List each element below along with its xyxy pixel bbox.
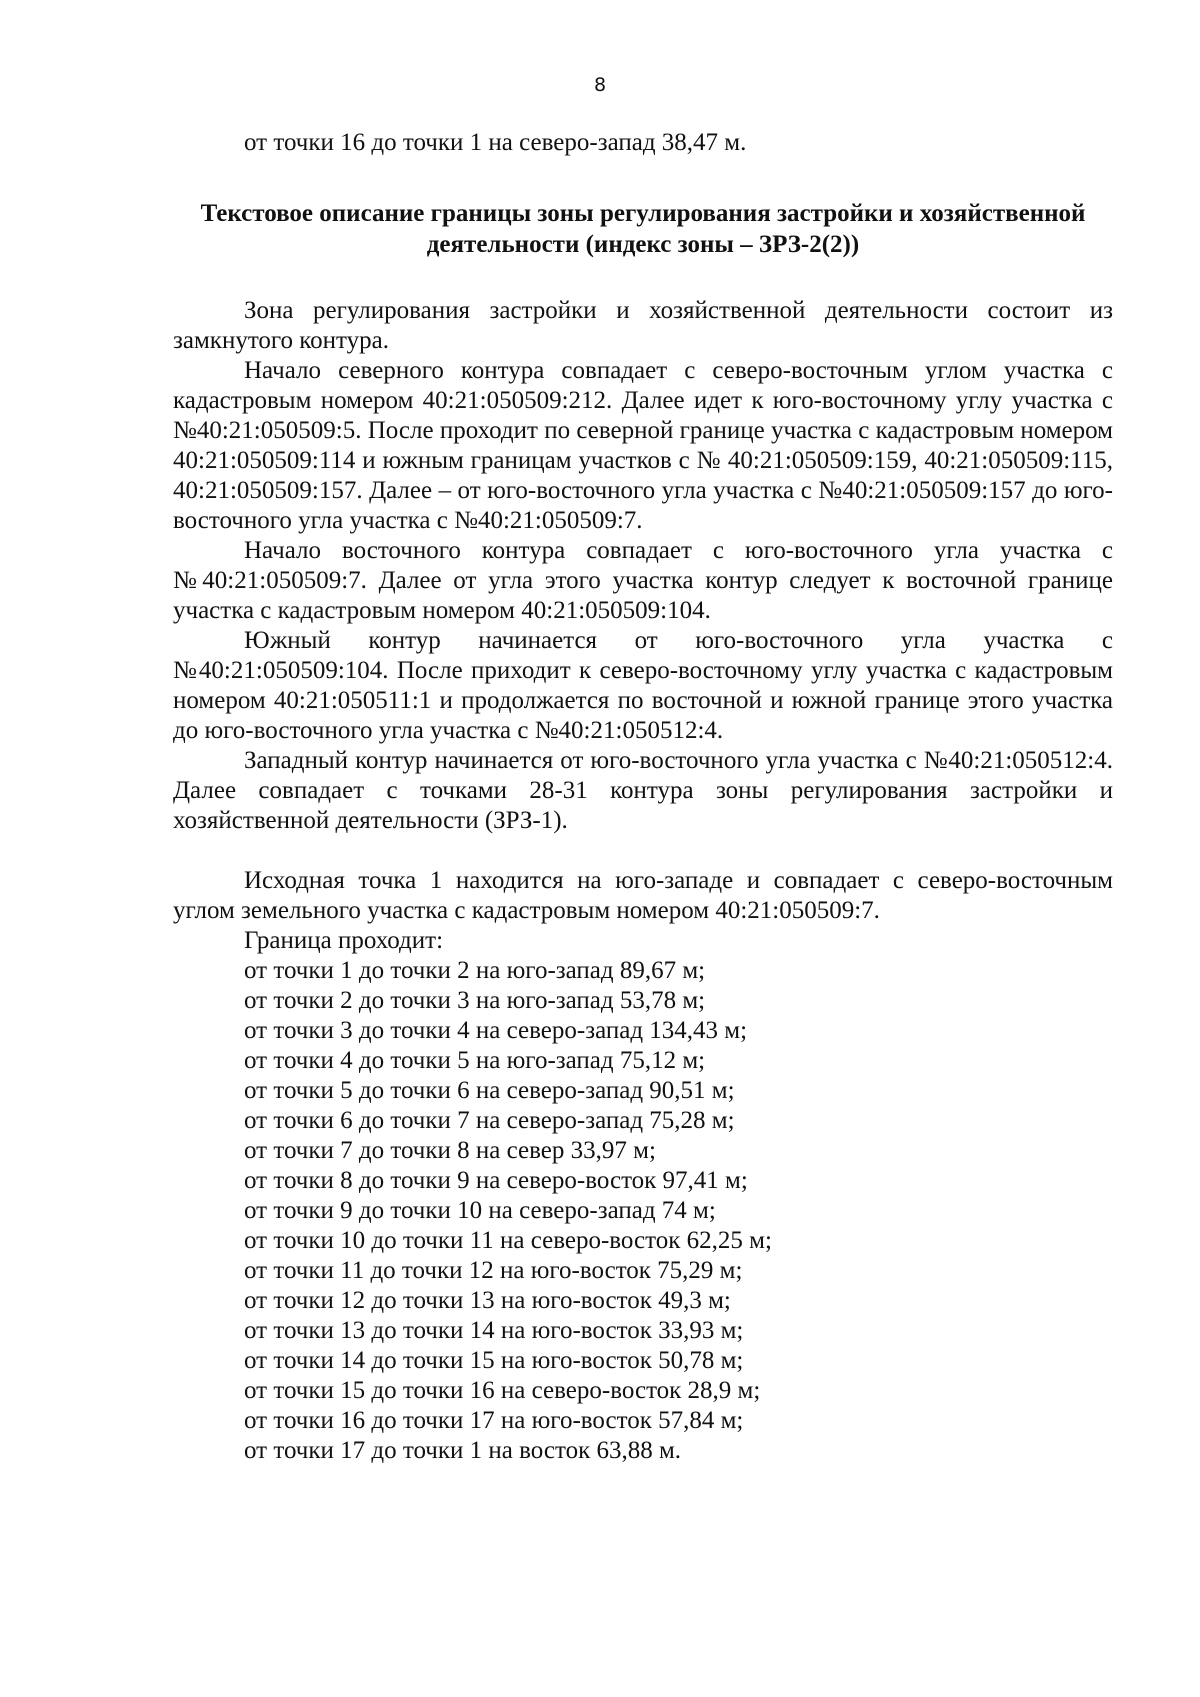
boundary-segment: от точки 16 до точки 17 на юго-восток 57,84 м; <box>244 1407 744 1434</box>
page-number: 8 <box>593 74 607 96</box>
paragraph-origin-point: Исходная точка 1 находится на юго-западе и совпадает с северо-восточным углом земельного участка с кадастровым номером 40:21:050509:7. <box>173 867 1113 924</box>
paragraph-east-contour: Начало восточного контура совпадает с юго-восточного угла участка с №40:21:050509:7. Далее от угла этого участка контур следует к восточной границе участка с кадастровым номером 40:21:050509:104. <box>173 537 1113 624</box>
paragraph-zone-intro: Зона регулирования застройки и хозяйственной деятельности состоит из замкнутого контура. <box>173 297 1113 354</box>
boundary-segment: от точки 4 до точки 5 на юго-запад 75,12 м; <box>244 1047 706 1074</box>
boundary-segment: от точки 10 до точки 11 на северо-восток 62,25 м; <box>244 1227 772 1254</box>
contour-description <box>173 296 1113 1466</box>
boundary-segment: от точки 5 до точки 6 на северо-запад 90,51 м; <box>244 1077 735 1104</box>
boundary-segment: от точки 13 до точки 14 на юго-восток 33,93 м; <box>244 1317 744 1344</box>
section-title-line-1: Текстовое описание границы зоны регулирования застройки и хозяйственной <box>200 200 1086 227</box>
boundary-segment: от точки 2 до точки 3 на юго-запад 53,78 м; <box>244 987 706 1014</box>
boundary-segment: от точки 9 до точки 10 на северо-запад 74 м; <box>244 1197 716 1224</box>
boundary-segment: от точки 8 до точки 9 на северо-восток 97,41 м; <box>244 1167 748 1194</box>
paragraph-north-contour: Начало северного контура совпадает с северо-восточным углом участка с кадастровым номером 40:21:050509:212. Далее идет к юго-восточному углу участка с №40:21:050509:5. После проходит по северной границе участка с кадастровым номером 40:21:050509:114 и южным границам участков с № 40:21:050509:159, 40:21:050509:115, 40:21:050509:157. Далее – от юго-восточного угла участка с №40:21:050509:157 до юго-восточного угла участка с №40:21:050509:7. <box>173 357 1113 534</box>
section-title-line-2: деятельности (индекс зоны – ЗРЗ-2(2)) <box>426 231 860 258</box>
boundary-segment: от точки 7 до точки 8 на север 33,97 м; <box>244 1137 656 1164</box>
boundary-segment: от точки 6 до точки 7 на северо-запад 75,28 м; <box>244 1107 735 1134</box>
boundary-lead: Граница проходит: <box>244 927 444 954</box>
boundary-segment: от точки 12 до точки 13 на юго-восток 49,3 м; <box>244 1287 731 1314</box>
boundary-segment: от точки 17 до точки 1 на восток 63,88 м. <box>244 1437 682 1464</box>
continued-boundary-line: от точки 16 до точки 1 на северо-запад 38,47 м. <box>244 129 747 156</box>
boundary-segment: от точки 14 до точки 15 на юго-восток 50,78 м; <box>244 1347 744 1374</box>
boundary-segment: от точки 11 до точки 12 на юго-восток 75,29 м; <box>244 1257 743 1284</box>
section-title <box>173 198 1113 260</box>
document-body <box>173 128 1113 1466</box>
boundary-segment: от точки 15 до точки 16 на северо-восток 28,9 м; <box>244 1377 761 1404</box>
boundary-segment: от точки 3 до точки 4 на северо-запад 134,43 м; <box>244 1017 748 1044</box>
boundary-segment-list <box>173 956 1113 1466</box>
paragraph-west-contour: Западный контур начинается от юго-восточного угла участка с №40:21:050512:4. Далее совпадает с точками 28-31 контура зоны регулирования застройки и хозяйственной деятельности (ЗРЗ-1). <box>173 747 1113 834</box>
boundary-segment: от точки 1 до точки 2 на юго-запад 89,67 м; <box>244 957 706 984</box>
paragraph-south-contour: Южный контур начинается от юго-восточного угла участка с №40:21:050509:104. После приходит к северо-восточному углу участка с кадастровым номером 40:21:050511:1 и продолжается по восточной и южной границе этого участка до юго-восточного угла участка с №40:21:050512:4. <box>173 627 1113 744</box>
